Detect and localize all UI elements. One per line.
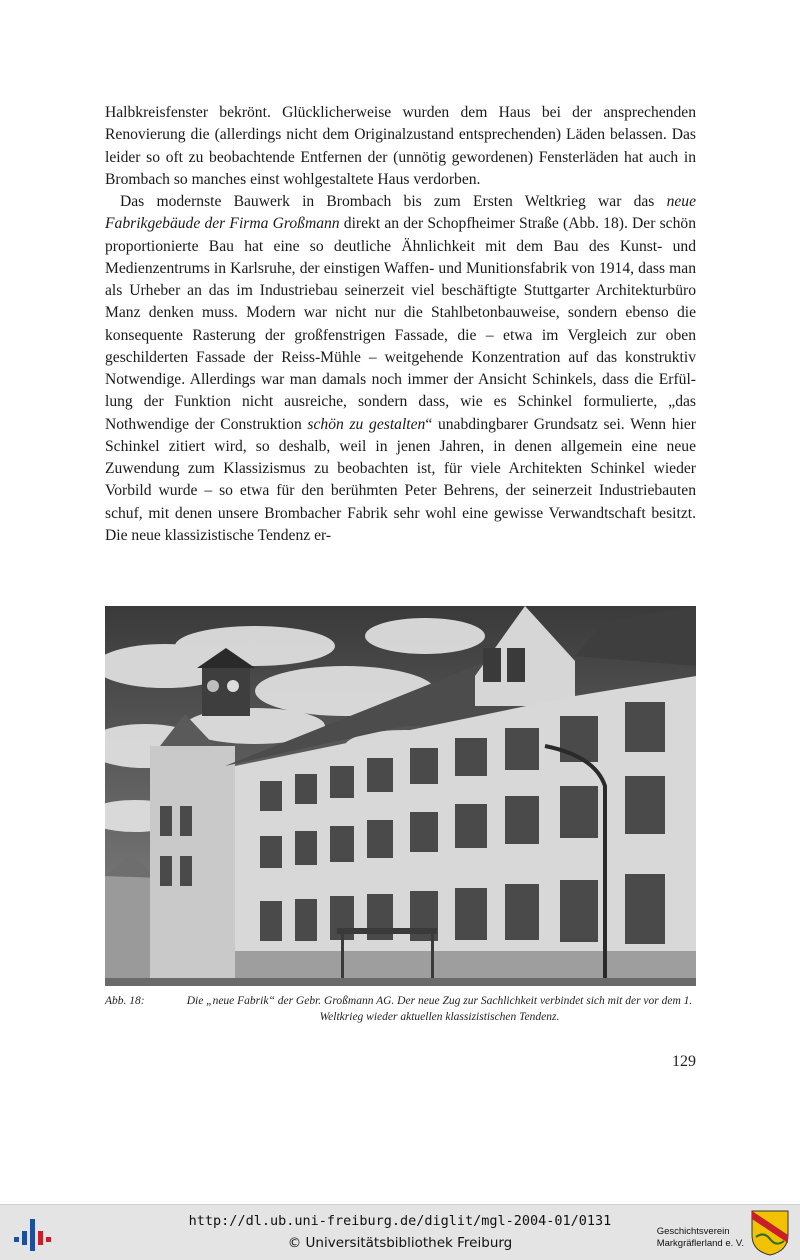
copyright-notice: © Universitätsbibliothek Freiburg bbox=[287, 1235, 513, 1251]
paragraph-2-italic-quote: schön zu gestalten bbox=[307, 415, 426, 433]
paragraph-2-text-a: Das modernste Bauwerk in Brombach bis zum Ersten Weltkrieg war das bbox=[120, 193, 667, 210]
figure-caption-text: Die „neue Fabrik“ der Gebr. Großmann AG. Der neue Zug zur Sachlichkeit verbindet sich mit der vor dem 1. Weltkrieg wieder aktuellen klassizistischen Tendenz. bbox=[186, 995, 693, 1023]
paragraph-2-italic-factory: neue Fabrikgebäude der Firma Großmann bbox=[105, 193, 696, 233]
paragraph-2-text-e: “ unabdingbarer Grundsatz sei. Wenn hier Schinkel zitiert wird, so deshalb, weil in jenen Jahren, in denen allgemein eine neue Zuwendung zum Klassizismus zu beobachten ist, für viele Architekten Schinkel wieder Vorbild wurde – so etwa für den berühmten Peter Behrens, der seinerzeit Industriebauten schuf, mit denen unsere Brombacher Fabrik sehr wohl eine gewisse Verwandtschaft besitzt. Die neue klassizistische Tendenz er- bbox=[105, 415, 697, 544]
society-crest-icon bbox=[750, 1209, 790, 1257]
figure-factory-photo bbox=[105, 606, 696, 986]
digitization-footer bbox=[0, 1204, 800, 1260]
paragraph-1: Halbkreisfenster bekrönt. Glücklicherweise wurden dem Haus bei der ansprechenden Renovierung die (allerdings nicht dem Originalzustand entsprechenden) Läden belassen. Das leider so oft zu beobachtende Entfernen der (unnötig gewordenen) Fensterläden hat auch in Brombach so manches einst wohlgestaltete Haus verdorben. bbox=[105, 104, 696, 188]
body-text bbox=[105, 102, 696, 547]
paragraph-2 bbox=[105, 191, 696, 547]
figure-label: Abb. 18: bbox=[105, 995, 145, 1007]
page-number: 129 bbox=[672, 1053, 696, 1070]
document-url-link[interactable]: http://dl.ub.uni-freiburg.de/diglit/mgl-2004-01/0131 bbox=[188, 1213, 612, 1229]
paragraph-2-text-c: direkt an der Schopfheimer Straße (Abb. 18). Der schön proportionierte Bau hat eine so deutliche Ähnlichkeit mit dem Bau des Kunst- und Medienzentrums in Karlsruhe, der einstigen Waffen- und Munitionsfabrik von 1914, dass man als Urheber an das im Industriebau seinerzeit viel beschäftigte Stuttgarter Architekturbüro Manz denken muss. Modern war nicht nur die Stahlbetonbauweise, sondern ebenso die konsequente Rasterung der großfenstrigen Fassade, die – etwa im Vergleich zur oben geschilderten Fassade der Reiss-Mühle – weitgehende Konzentration auf das konstruktiv Notwendige. Allerdings war man damals noch immer der Ansicht Schinkels, dass die Erfüllung der Funktion nicht ausreiche, sondern dass, wie es Schinkel formulierte, „das Nothwendige der Construktion bbox=[105, 215, 696, 433]
society-name-line-1: Geschichtsverein bbox=[656, 1226, 730, 1237]
society-name bbox=[657, 1226, 744, 1250]
figure-caption bbox=[105, 994, 696, 1025]
society-name-line-2: Markgräflerland e. V. bbox=[656, 1238, 744, 1249]
factory-photo-illustration bbox=[105, 606, 696, 986]
